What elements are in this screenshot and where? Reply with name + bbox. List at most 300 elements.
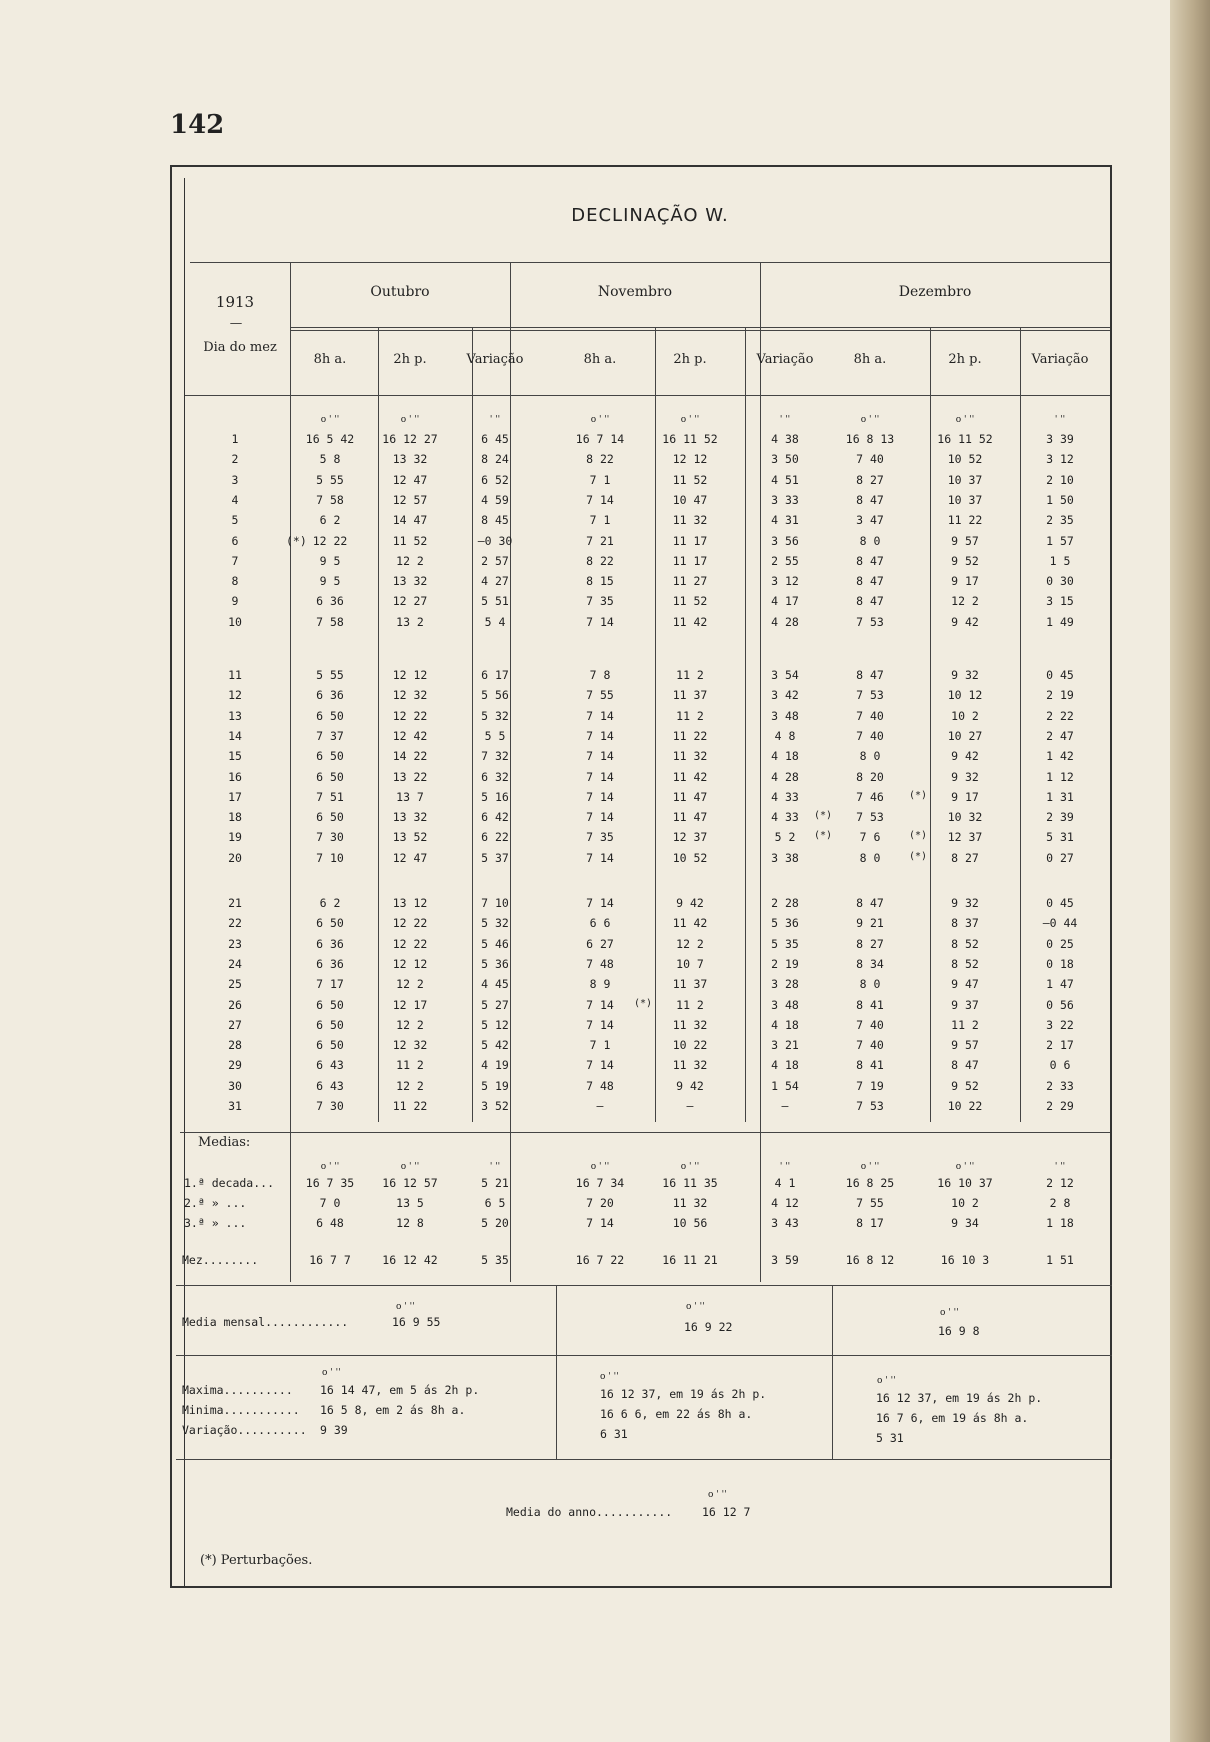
medias-cell: 13 5 [396, 1196, 424, 1210]
unit-mark: o ' '' [686, 1302, 705, 1312]
page-number: 142 [170, 110, 225, 140]
extreme-label: Variação.......... [182, 1423, 307, 1437]
table-cell: 9 52 [951, 1078, 979, 1093]
extreme-nov: 16 12 37, em 19 ás 2h p. [600, 1387, 767, 1401]
table-cell: 3 21 [771, 1038, 799, 1053]
perturbation-mark: (*) [814, 810, 833, 822]
table-cell: 10 32 [947, 810, 983, 825]
extreme-dez: 16 7 6, em 19 ás 8h a. [876, 1411, 1029, 1425]
table-cell: 10 37 [947, 492, 983, 507]
table-cell: 2 19 [771, 956, 799, 971]
table-cell: 8 52 [951, 936, 979, 951]
day-number: 16 [228, 769, 242, 784]
medias-cell: 5 20 [481, 1216, 509, 1230]
day-number: 25 [228, 977, 242, 992]
table-cell: 10 37 [947, 472, 983, 487]
table-cell: 6 43 [316, 1078, 344, 1093]
table-cell: 13 22 [392, 769, 428, 784]
table-cell: 11 2 [676, 997, 704, 1012]
table-cell: 7 53 [856, 1099, 884, 1113]
table-cell: 7 14 [586, 614, 614, 629]
table-cell: 2 39 [1046, 810, 1074, 825]
table-cell: 16 8 13 [845, 432, 895, 446]
table-cell: 11 37 [672, 688, 708, 703]
table-cell: 0 6 [1049, 1058, 1071, 1073]
medias-cell: 16 10 37 [937, 1176, 993, 1190]
unit-mark: o ' '' [322, 1368, 341, 1378]
table-cell: 7 58 [316, 614, 344, 629]
table-cell: 8 9 [589, 977, 611, 992]
table-cell: 9 42 [951, 614, 979, 629]
table-cell: 5 4 [484, 614, 506, 629]
unit-mark: o ' '' [320, 1162, 340, 1172]
unit-mark: o ' '' [396, 1302, 415, 1312]
table-cell: 5 12 [481, 1017, 509, 1032]
table-cell: 5 37 [481, 850, 509, 865]
table-cell: 9 17 [951, 574, 979, 589]
table-cell: 3 48 [771, 708, 799, 723]
table-cell: 11 32 [672, 513, 708, 528]
table-cell: 11 17 [672, 533, 708, 548]
table-cell: 7 14 [586, 810, 614, 825]
table-cell: 12 57 [392, 492, 428, 507]
table-cell: 11 47 [672, 810, 708, 825]
table-cell: 4 27 [481, 574, 509, 589]
table-cell: 10 52 [672, 850, 708, 865]
table-cell: 7 14 [586, 708, 614, 723]
table-cell: 8 47 [856, 896, 884, 910]
day-number: 12 [228, 688, 242, 703]
table-cell: — [686, 1099, 694, 1113]
table-cell: 8 0 [859, 533, 881, 548]
table-cell: 6 45 [481, 432, 509, 446]
table-cell: 9 32 [951, 896, 979, 910]
day-number: 23 [228, 936, 242, 951]
extreme-label: Maxima.......... [182, 1383, 293, 1397]
table-cell: 6 6 [589, 916, 611, 931]
table-cell: 7 30 [316, 830, 344, 845]
table-cell: 12 22 [392, 916, 428, 931]
day-number: 5 [231, 513, 239, 528]
table-cell: 6 43 [316, 1058, 344, 1073]
table-cell: 8 47 [856, 594, 884, 609]
mez-cell: 16 12 42 [382, 1253, 438, 1267]
day-number: 31 [228, 1099, 242, 1113]
table-cell: 3 42 [771, 688, 799, 703]
medias-cell: 16 8 25 [845, 1176, 895, 1190]
subcol-dezembro-2: Variação [1031, 352, 1089, 367]
table-cell: 12 22 [392, 936, 428, 951]
table-cell: 12 2 [396, 1017, 424, 1032]
day-number: 6 [231, 533, 239, 548]
table-cell: 10 47 [672, 492, 708, 507]
table-cell: 6 22 [481, 830, 509, 845]
table-cell: 8 41 [856, 1058, 884, 1073]
table-cell: 7 8 [589, 668, 611, 682]
mez-label: Mez........ [182, 1253, 259, 1267]
table-cell: 7 1 [589, 1038, 611, 1053]
table-cell: 1 31 [1046, 789, 1074, 804]
table-cell: 12 37 [947, 830, 983, 845]
extreme-nov: 16 6 6, em 22 ás 8h a. [600, 1407, 753, 1421]
media-mensal-label: Media mensal............ [182, 1315, 349, 1329]
medias-cell: 7 55 [856, 1196, 884, 1210]
table-cell: 6 2 [319, 513, 341, 528]
table-cell: 8 47 [856, 574, 884, 589]
table-cell: 11 37 [672, 977, 708, 992]
table-cell: 13 32 [392, 574, 428, 589]
subcol-outubro-0: 8h a. [313, 352, 347, 367]
table-cell: 16 12 27 [382, 432, 438, 446]
table-cell: 9 17 [951, 789, 979, 804]
table-cell: 7 19 [856, 1078, 884, 1093]
table-cell: 9 57 [951, 533, 979, 548]
table-cell: 7 35 [586, 594, 614, 609]
medias-row-label: 2.ª » ... [184, 1196, 247, 1210]
unit-mark: o ' '' [680, 1162, 700, 1172]
table-cell: 11 42 [672, 614, 708, 629]
table-cell: 11 22 [392, 1099, 428, 1113]
table-cell: 2 19 [1046, 688, 1074, 703]
table-cell: 0 18 [1046, 956, 1074, 971]
table-cell: 7 17 [316, 977, 344, 992]
table-cell: 7 48 [586, 956, 614, 971]
table-cell: 12 22 [312, 533, 348, 548]
table-cell: 7 14 [586, 997, 614, 1012]
day-number: 29 [228, 1058, 242, 1073]
table-cell: 8 0 [859, 749, 881, 764]
table-cell: 3 52 [481, 1099, 509, 1113]
medias-cell: 8 17 [856, 1216, 884, 1230]
day-number: 7 [231, 553, 239, 568]
table-cell: 5 27 [481, 997, 509, 1012]
table-cell: 8 0 [859, 850, 881, 865]
subcol-dezembro-1: 2h p. [948, 352, 982, 367]
table-cell: 6 42 [481, 810, 509, 825]
table-cell: 12 32 [392, 688, 428, 703]
table-cell: 13 32 [392, 810, 428, 825]
unit-mark: o ' '' [320, 415, 340, 425]
table-cell: 7 14 [586, 749, 614, 764]
day-number: 26 [228, 997, 242, 1012]
year-label: 1913 [215, 293, 255, 311]
rule [832, 1285, 833, 1459]
table-cell: 12 47 [392, 472, 428, 487]
rule [290, 327, 1110, 331]
table-cell: 6 50 [316, 708, 344, 723]
table-cell: 6 50 [316, 1017, 344, 1032]
table-cell: 5 36 [771, 916, 799, 931]
unit-mark: o ' '' [708, 1490, 727, 1500]
table-cell: 5 8 [319, 452, 341, 467]
table-cell: 7 51 [316, 789, 344, 804]
table-cell: 16 7 14 [575, 432, 625, 446]
table-cell: 8 0 [859, 977, 881, 992]
table-cell: 9 42 [676, 896, 704, 910]
table-cell: 1 47 [1046, 977, 1074, 992]
table-cell: 7 53 [856, 810, 884, 825]
table-cell: 7 6 [859, 830, 881, 845]
table-cell: 9 37 [951, 997, 979, 1012]
media-mensal-out: 16 9 55 [392, 1315, 441, 1329]
row-header: Dia do mez [203, 340, 277, 355]
unit-mark: ' '' [489, 415, 501, 425]
unit-mark: o ' '' [680, 415, 700, 425]
rule [180, 1132, 1110, 1133]
table-cell: 7 46 [856, 789, 884, 804]
table-cell: 6 36 [316, 956, 344, 971]
table-cell: 4 18 [771, 749, 799, 764]
day-number: 20 [228, 850, 242, 865]
table-cell: 6 50 [316, 997, 344, 1012]
table-cell: 12 22 [392, 708, 428, 723]
table-cell: 12 17 [392, 997, 428, 1012]
mez-cell: 16 7 22 [575, 1253, 625, 1267]
unit-mark: o ' '' [400, 1162, 420, 1172]
year-dash: — [229, 315, 243, 330]
mez-cell: 16 8 12 [845, 1253, 895, 1267]
table-cell: 16 11 52 [937, 432, 993, 446]
table-cell: 9 5 [319, 553, 341, 568]
unit-mark: o ' '' [590, 415, 610, 425]
table-cell: 12 2 [951, 594, 979, 609]
table-cell: 6 52 [481, 472, 509, 487]
table-cell: 2 17 [1046, 1038, 1074, 1053]
medias-cell: 5 21 [481, 1176, 509, 1190]
table-cell: 12 12 [392, 668, 428, 682]
day-number: 4 [231, 492, 239, 507]
medias-label: Medias: [198, 1135, 251, 1150]
table-cell: 6 50 [316, 769, 344, 784]
table-cell: 7 14 [586, 850, 614, 865]
table-cell: 11 32 [672, 749, 708, 764]
extreme-out: 16 5 8, em 2 ás 8h a. [320, 1403, 466, 1417]
table-cell: 5 36 [481, 956, 509, 971]
perturbation-mark: (*) [909, 789, 928, 801]
table-cell: 8 22 [586, 452, 614, 467]
day-number: 21 [228, 896, 242, 910]
unit-mark: o ' '' [940, 1308, 959, 1318]
unit-mark: o ' '' [600, 1372, 619, 1382]
day-number: 9 [231, 594, 239, 609]
medias-cell: 16 11 35 [662, 1176, 718, 1190]
medias-cell: 10 2 [951, 1196, 979, 1210]
table-cell: 11 32 [672, 1058, 708, 1073]
medias-cell: 4 12 [771, 1196, 799, 1210]
subcol-dezembro-0: 8h a. [853, 352, 887, 367]
rule [556, 1285, 557, 1459]
table-cell: 13 52 [392, 830, 428, 845]
table-cell: 11 32 [672, 1017, 708, 1032]
table-cell: 7 48 [586, 1078, 614, 1093]
table-cell: 8 47 [856, 553, 884, 568]
extreme-out: 9 39 [320, 1423, 348, 1437]
table-cell: 11 22 [947, 513, 983, 528]
medias-cell: 16 7 35 [305, 1176, 355, 1190]
table-cell: 3 50 [771, 452, 799, 467]
table-cell: 9 57 [951, 1038, 979, 1053]
table-cell: 4 38 [771, 432, 799, 446]
rule [176, 1459, 1112, 1460]
table-cell: 8 52 [951, 956, 979, 971]
medias-cell: 4 1 [774, 1176, 796, 1190]
table-cell: 1 54 [771, 1078, 799, 1093]
table-cell: 6 2 [319, 896, 341, 910]
table-cell: 7 30 [316, 1099, 344, 1113]
table-cell: 5 56 [481, 688, 509, 703]
table-cell: —0 30 [477, 533, 513, 548]
table-cell: 1 50 [1046, 492, 1074, 507]
perturbation-mark: (*) [814, 830, 833, 842]
day-number: 18 [228, 810, 242, 825]
table-cell: — [781, 1099, 789, 1113]
table-cell: 14 22 [392, 749, 428, 764]
table-cell: 7 14 [586, 896, 614, 910]
mez-cell: 1 51 [1046, 1253, 1074, 1267]
table-cell: 11 2 [951, 1017, 979, 1032]
medias-cell: 12 8 [396, 1216, 424, 1230]
table-cell: 3 47 [856, 513, 884, 528]
perturbation-mark: (*) [909, 850, 928, 862]
table-cell: 1 12 [1046, 769, 1074, 784]
table-cell: 7 55 [586, 688, 614, 703]
month-dezembro: Dezembro [898, 284, 972, 300]
table-cell: 4 18 [771, 1058, 799, 1073]
table-cell: — [596, 1099, 604, 1113]
day-number: 30 [228, 1078, 242, 1093]
table-cell: 12 42 [392, 728, 428, 743]
perturbation-mark: (*) [909, 830, 928, 842]
table-cell: 12 2 [396, 553, 424, 568]
table-cell: 5 5 [484, 728, 506, 743]
table-cell: 9 32 [951, 769, 979, 784]
table-cell: 11 47 [672, 789, 708, 804]
medias-cell: 3 43 [771, 1216, 799, 1230]
rule [185, 395, 1110, 396]
table-cell: 7 40 [856, 728, 884, 743]
table-cell: 6 36 [316, 688, 344, 703]
table-cell: 3 39 [1046, 432, 1074, 446]
medias-cell: 16 7 34 [575, 1176, 625, 1190]
table-cell: 7 58 [316, 492, 344, 507]
table-cell: 8 27 [856, 472, 884, 487]
table-cell: 1 42 [1046, 749, 1074, 764]
table-cell: 5 16 [481, 789, 509, 804]
table-cell: 5 42 [481, 1038, 509, 1053]
day-number: 22 [228, 916, 242, 931]
table-cell: 2 29 [1046, 1099, 1074, 1113]
table-cell: 12 12 [672, 452, 708, 467]
table-cell: 9 52 [951, 553, 979, 568]
table-cell: 8 47 [856, 668, 884, 682]
table-cell: 12 12 [392, 956, 428, 971]
table-cell: 3 33 [771, 492, 799, 507]
table-cell: 4 59 [481, 492, 509, 507]
table-cell: 11 52 [672, 472, 708, 487]
media-anno-value: 16 12 7 [702, 1505, 751, 1519]
mez-cell: 16 11 21 [662, 1253, 718, 1267]
table-cell: 2 33 [1046, 1078, 1074, 1093]
unit-mark: ' '' [1054, 1162, 1066, 1172]
table-cell: 7 10 [316, 850, 344, 865]
table-cell: 7 32 [481, 749, 509, 764]
table-cell: 7 14 [586, 492, 614, 507]
table-cell: 7 35 [586, 830, 614, 845]
table-cell: 5 19 [481, 1078, 509, 1093]
table-cell: 7 40 [856, 708, 884, 723]
table-cell: 6 50 [316, 916, 344, 931]
table-cell: 6 32 [481, 769, 509, 784]
page-edge [1170, 0, 1210, 1742]
extreme-dez: 5 31 [876, 1431, 904, 1445]
media-anno-label: Media do anno........... [506, 1505, 673, 1519]
unit-mark: o ' '' [955, 1162, 975, 1172]
table-cell: 6 50 [316, 749, 344, 764]
table-cell: 5 55 [316, 668, 344, 682]
table-cell: 0 45 [1046, 668, 1074, 682]
table-cell: 12 37 [672, 830, 708, 845]
table-cell: 7 14 [586, 1058, 614, 1073]
medias-row-label: 3.ª » ... [184, 1216, 247, 1230]
day-number: 13 [228, 708, 242, 723]
medias-cell: 11 32 [672, 1196, 708, 1210]
medias-cell: 16 12 57 [382, 1176, 438, 1190]
day-number: 11 [228, 668, 242, 682]
table-cell: 11 42 [672, 916, 708, 931]
table-cell: 3 38 [771, 850, 799, 865]
table-title: DECLINAÇÃO W. [571, 205, 729, 226]
perturbation-mark: (*) [286, 533, 307, 548]
day-number: 19 [228, 830, 242, 845]
table-cell: 7 14 [586, 789, 614, 804]
table-cell: 7 14 [586, 769, 614, 784]
table-cell: 9 42 [951, 749, 979, 764]
unit-mark: ' '' [779, 415, 791, 425]
table-cell: 7 40 [856, 452, 884, 467]
table-cell: 8 27 [856, 936, 884, 951]
table-cell: 8 15 [586, 574, 614, 589]
table-cell: 7 1 [589, 513, 611, 528]
table-cell: 7 14 [586, 1017, 614, 1032]
table-cell: 2 35 [1046, 513, 1074, 528]
table-cell: 3 56 [771, 533, 799, 548]
table-cell: 7 14 [586, 728, 614, 743]
mez-cell: 5 35 [481, 1253, 509, 1267]
medias-cell: 1 18 [1046, 1216, 1074, 1230]
day-number: 14 [228, 728, 242, 743]
table-cell: 0 27 [1046, 850, 1074, 865]
subcol-novembro-2: Variação [756, 352, 814, 367]
table-cell: 8 20 [856, 769, 884, 784]
media-mensal-nov: 16 9 22 [684, 1320, 733, 1334]
table-cell: 6 27 [586, 936, 614, 951]
table-cell: 4 28 [771, 614, 799, 629]
month-outubro: Outubro [370, 284, 430, 300]
month-novembro: Novembro [597, 284, 673, 300]
medias-cell: 7 14 [586, 1216, 614, 1230]
unit-mark: o ' '' [860, 1162, 880, 1172]
subcol-novembro-1: 2h p. [673, 352, 707, 367]
table-cell: 2 55 [771, 553, 799, 568]
unit-mark: o ' '' [590, 1162, 610, 1172]
table-cell: 11 17 [672, 553, 708, 568]
table-cell: 6 17 [481, 668, 509, 682]
table-cell: 10 27 [947, 728, 983, 743]
extreme-label: Minima........... [182, 1403, 300, 1417]
table-cell: 9 21 [856, 916, 884, 931]
medias-cell: 7 20 [586, 1196, 614, 1210]
table-cell: 5 2 [774, 830, 796, 845]
